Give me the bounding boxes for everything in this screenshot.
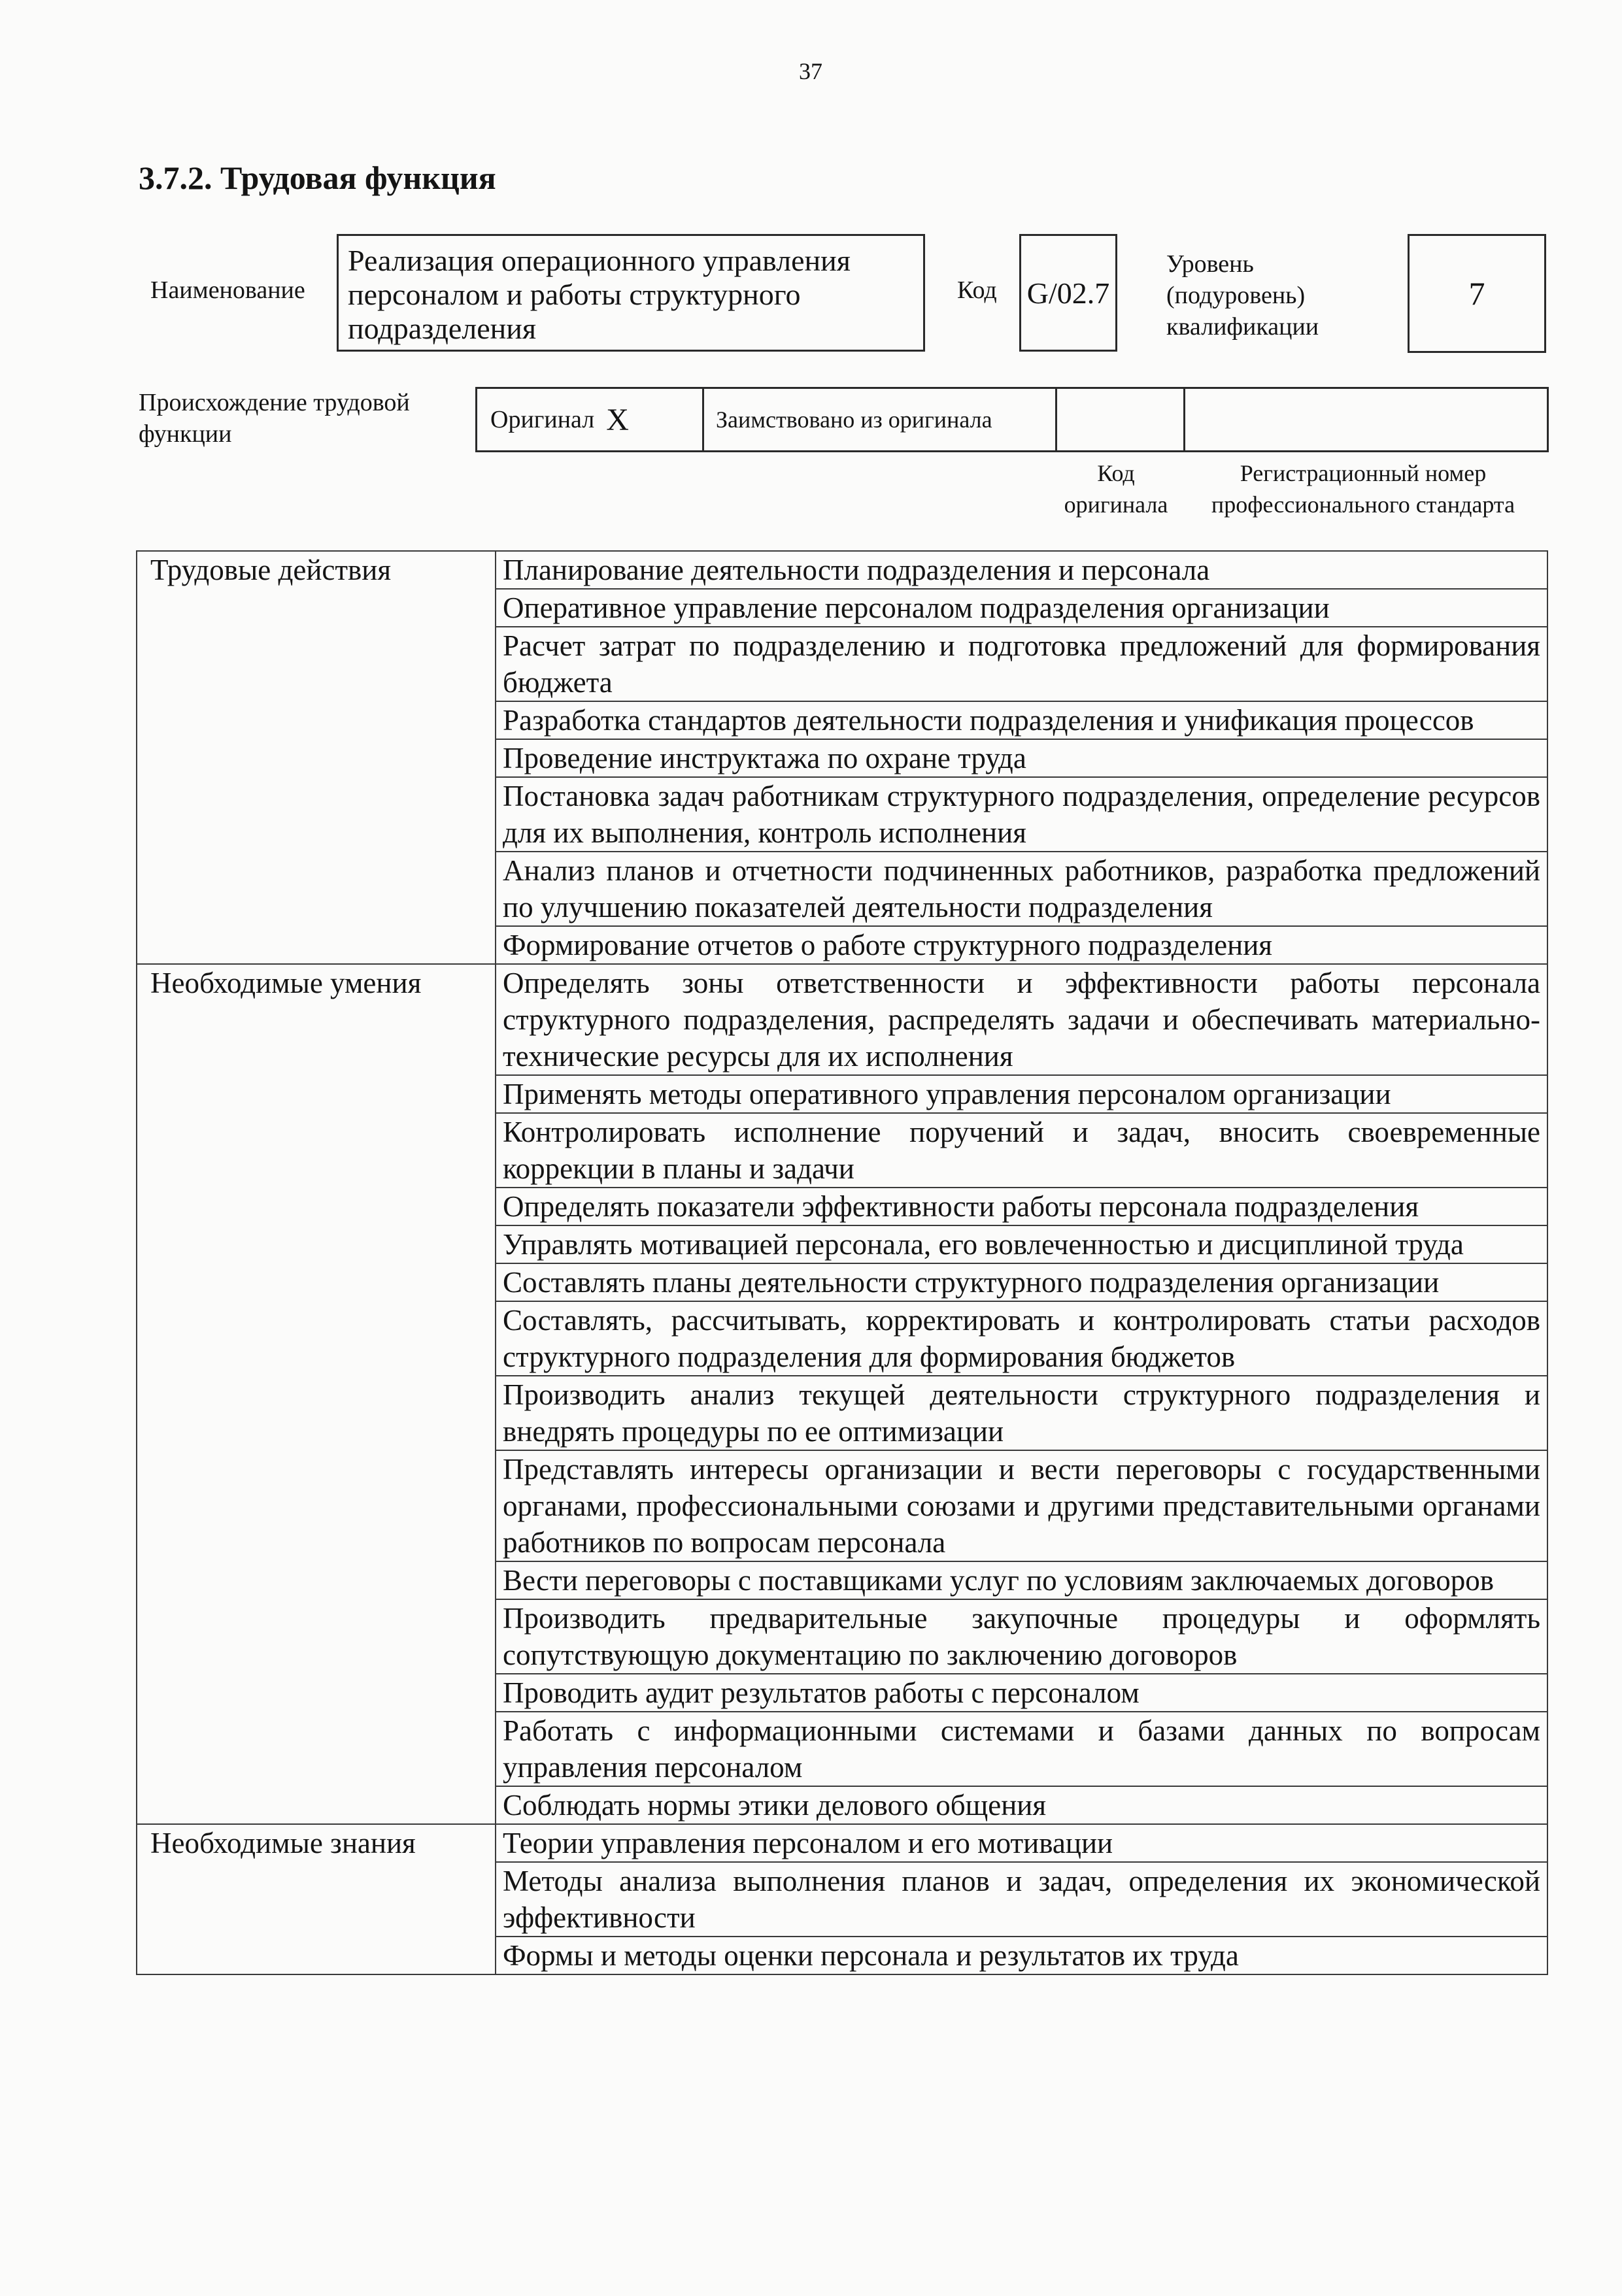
origin-label-line: Происхождение трудовой	[139, 389, 410, 416]
item-cell: Разработка стандартов деятельности подразделения и унификация процессов	[496, 701, 1547, 739]
name-label: Наименование	[150, 276, 305, 304]
level-label	[1166, 248, 1319, 342]
category-cell: Необходимые умения	[137, 964, 496, 1824]
code-value-box: G/02.7	[1019, 234, 1117, 352]
origin-label	[139, 387, 410, 450]
reg-number-caption	[1180, 458, 1546, 520]
caption-line: профессионального стандарта	[1211, 491, 1515, 518]
level-label-line: квалификации	[1166, 313, 1319, 341]
item-cell: Расчет затрат по подразделению и подготовка предложений для формирования бюджета	[496, 627, 1547, 701]
level-label-line: Уровень	[1166, 250, 1254, 278]
caption-line: оригинала	[1064, 491, 1168, 518]
item-cell: Оперативное управление персоналом подразделения организации	[496, 589, 1547, 627]
item-cell: Планирование деятельности подразделения и персонала	[496, 551, 1547, 589]
item-cell: Анализ планов и отчетности подчиненных работников, разработка предложений по улучшению показателей деятельности подразделения	[496, 852, 1547, 926]
original-label: Оригинал	[490, 406, 595, 433]
origin-code-cell	[1057, 389, 1185, 450]
item-cell: Управлять мотивацией персонала, его вовлеченностью и дисциплиной труда	[496, 1225, 1547, 1263]
item-cell: Методы анализа выполнения планов и задач, определения их экономической эффективности	[496, 1862, 1547, 1937]
borrowed-label: Заимствовано из оригинала	[716, 407, 992, 433]
item-cell: Проводить аудит результатов работы с персоналом	[496, 1674, 1547, 1712]
level-label-line: (подуровень)	[1166, 282, 1306, 309]
function-table	[136, 550, 1548, 1975]
table-row	[137, 1824, 1547, 1862]
original-mark: X	[606, 402, 629, 437]
item-cell: Вести переговоры с поставщиками услуг по условиям заключаемых договоров	[496, 1561, 1547, 1599]
category-cell: Необходимые знания	[137, 1824, 496, 1974]
item-cell: Теории управления персоналом и его мотивации	[496, 1824, 1547, 1862]
code-original-caption	[1054, 458, 1178, 520]
item-cell: Работать с информационными системами и базами данных по вопросам управления персоналом	[496, 1712, 1547, 1786]
origin-table	[475, 387, 1549, 452]
caption-line: Регистрационный номер	[1240, 460, 1487, 486]
item-cell: Применять методы оперативного управления персоналом организации	[496, 1075, 1547, 1113]
origin-reg-number-cell	[1185, 389, 1547, 450]
function-table-body	[137, 551, 1547, 1974]
category-cell: Трудовые действия	[137, 551, 496, 964]
origin-label-line: функции	[139, 420, 232, 448]
section-title: 3.7.2. Трудовая функция	[139, 159, 496, 196]
table-row	[137, 551, 1547, 589]
table-row	[137, 964, 1547, 1075]
item-cell: Определять показатели эффективности работы персонала подразделения	[496, 1188, 1547, 1225]
item-cell: Составлять, рассчитывать, корректировать и контролировать статьи расходов структурного подразделения для формирования бюджетов	[496, 1301, 1547, 1376]
origin-borrowed-cell	[704, 389, 1057, 450]
name-value-box: Реализация операционного управления персоналом и работы структурного подразделения	[337, 234, 925, 352]
code-label: Код	[957, 276, 997, 304]
item-cell: Контролировать исполнение поручений и задач, вносить своевременные коррекции в планы и задачи	[496, 1113, 1547, 1188]
origin-original-cell	[477, 389, 704, 450]
item-cell: Постановка задач работникам структурного подразделения, определение ресурсов для их выполнения, контроль исполнения	[496, 777, 1547, 852]
item-cell: Определять зоны ответственности и эффективности работы персонала структурного подразделения, распределять задачи и обеспечивать материально-технические ресурсы для их исполнения	[496, 964, 1547, 1075]
item-cell: Соблюдать нормы этики делового общения	[496, 1786, 1547, 1824]
item-cell: Производить предварительные закупочные процедуры и оформлять сопутствующую документацию по заключению договоров	[496, 1599, 1547, 1674]
caption-line: Код	[1097, 460, 1135, 486]
item-cell: Составлять планы деятельности структурного подразделения организации	[496, 1263, 1547, 1301]
item-cell: Формы и методы оценки персонала и результатов их труда	[496, 1937, 1547, 1974]
item-cell: Проведение инструктажа по охране труда	[496, 739, 1547, 777]
item-cell: Производить анализ текущей деятельности структурного подразделения и внедрять процедуры по ее оптимизации	[496, 1376, 1547, 1450]
level-value-box: 7	[1408, 234, 1546, 353]
item-cell: Формирование отчетов о работе структурного подразделения	[496, 926, 1547, 964]
page-number: 37	[799, 58, 822, 84]
item-cell: Представлять интересы организации и вести переговоры с государственными органами, профессиональными союзами и другими представительными органами работников по вопросам персонала	[496, 1450, 1547, 1561]
